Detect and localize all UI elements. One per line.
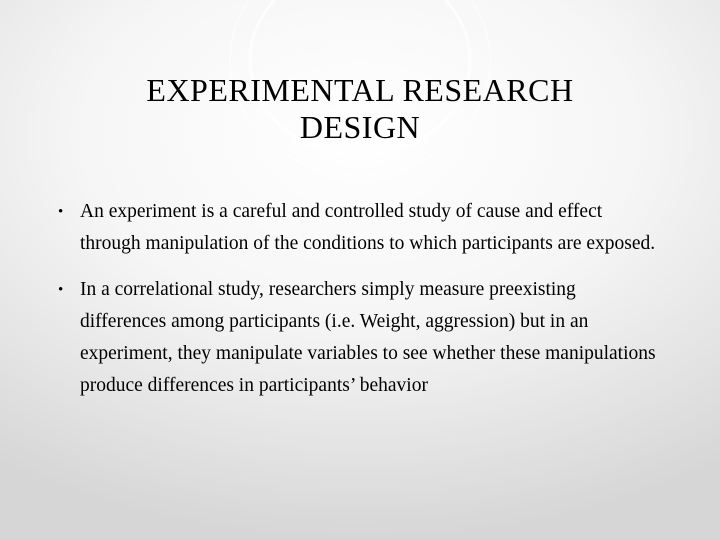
- bullet-item: [56, 274, 666, 402]
- slide-title-line-1: EXPERIMENTAL RESEARCH: [146, 72, 574, 108]
- bullet-text: In a correlational study, researchers simply measure preexisting differences among participants (i.e. Weight, aggression) but in an experiment, they manipulate variables to see whether these manipulations produce differences in participants’ behavior: [80, 279, 656, 396]
- slide-title: [40, 72, 680, 146]
- bullet-text: An experiment is a careful and controlled study of cause and effect through manipulation of the conditions to which participants are exposed.: [80, 201, 656, 254]
- bullet-icon: •: [58, 204, 64, 220]
- bullet-list: [56, 196, 666, 416]
- bullet-icon: •: [58, 282, 64, 298]
- slide-title-line-2: DESIGN: [299, 109, 421, 145]
- bullet-item: [56, 196, 666, 260]
